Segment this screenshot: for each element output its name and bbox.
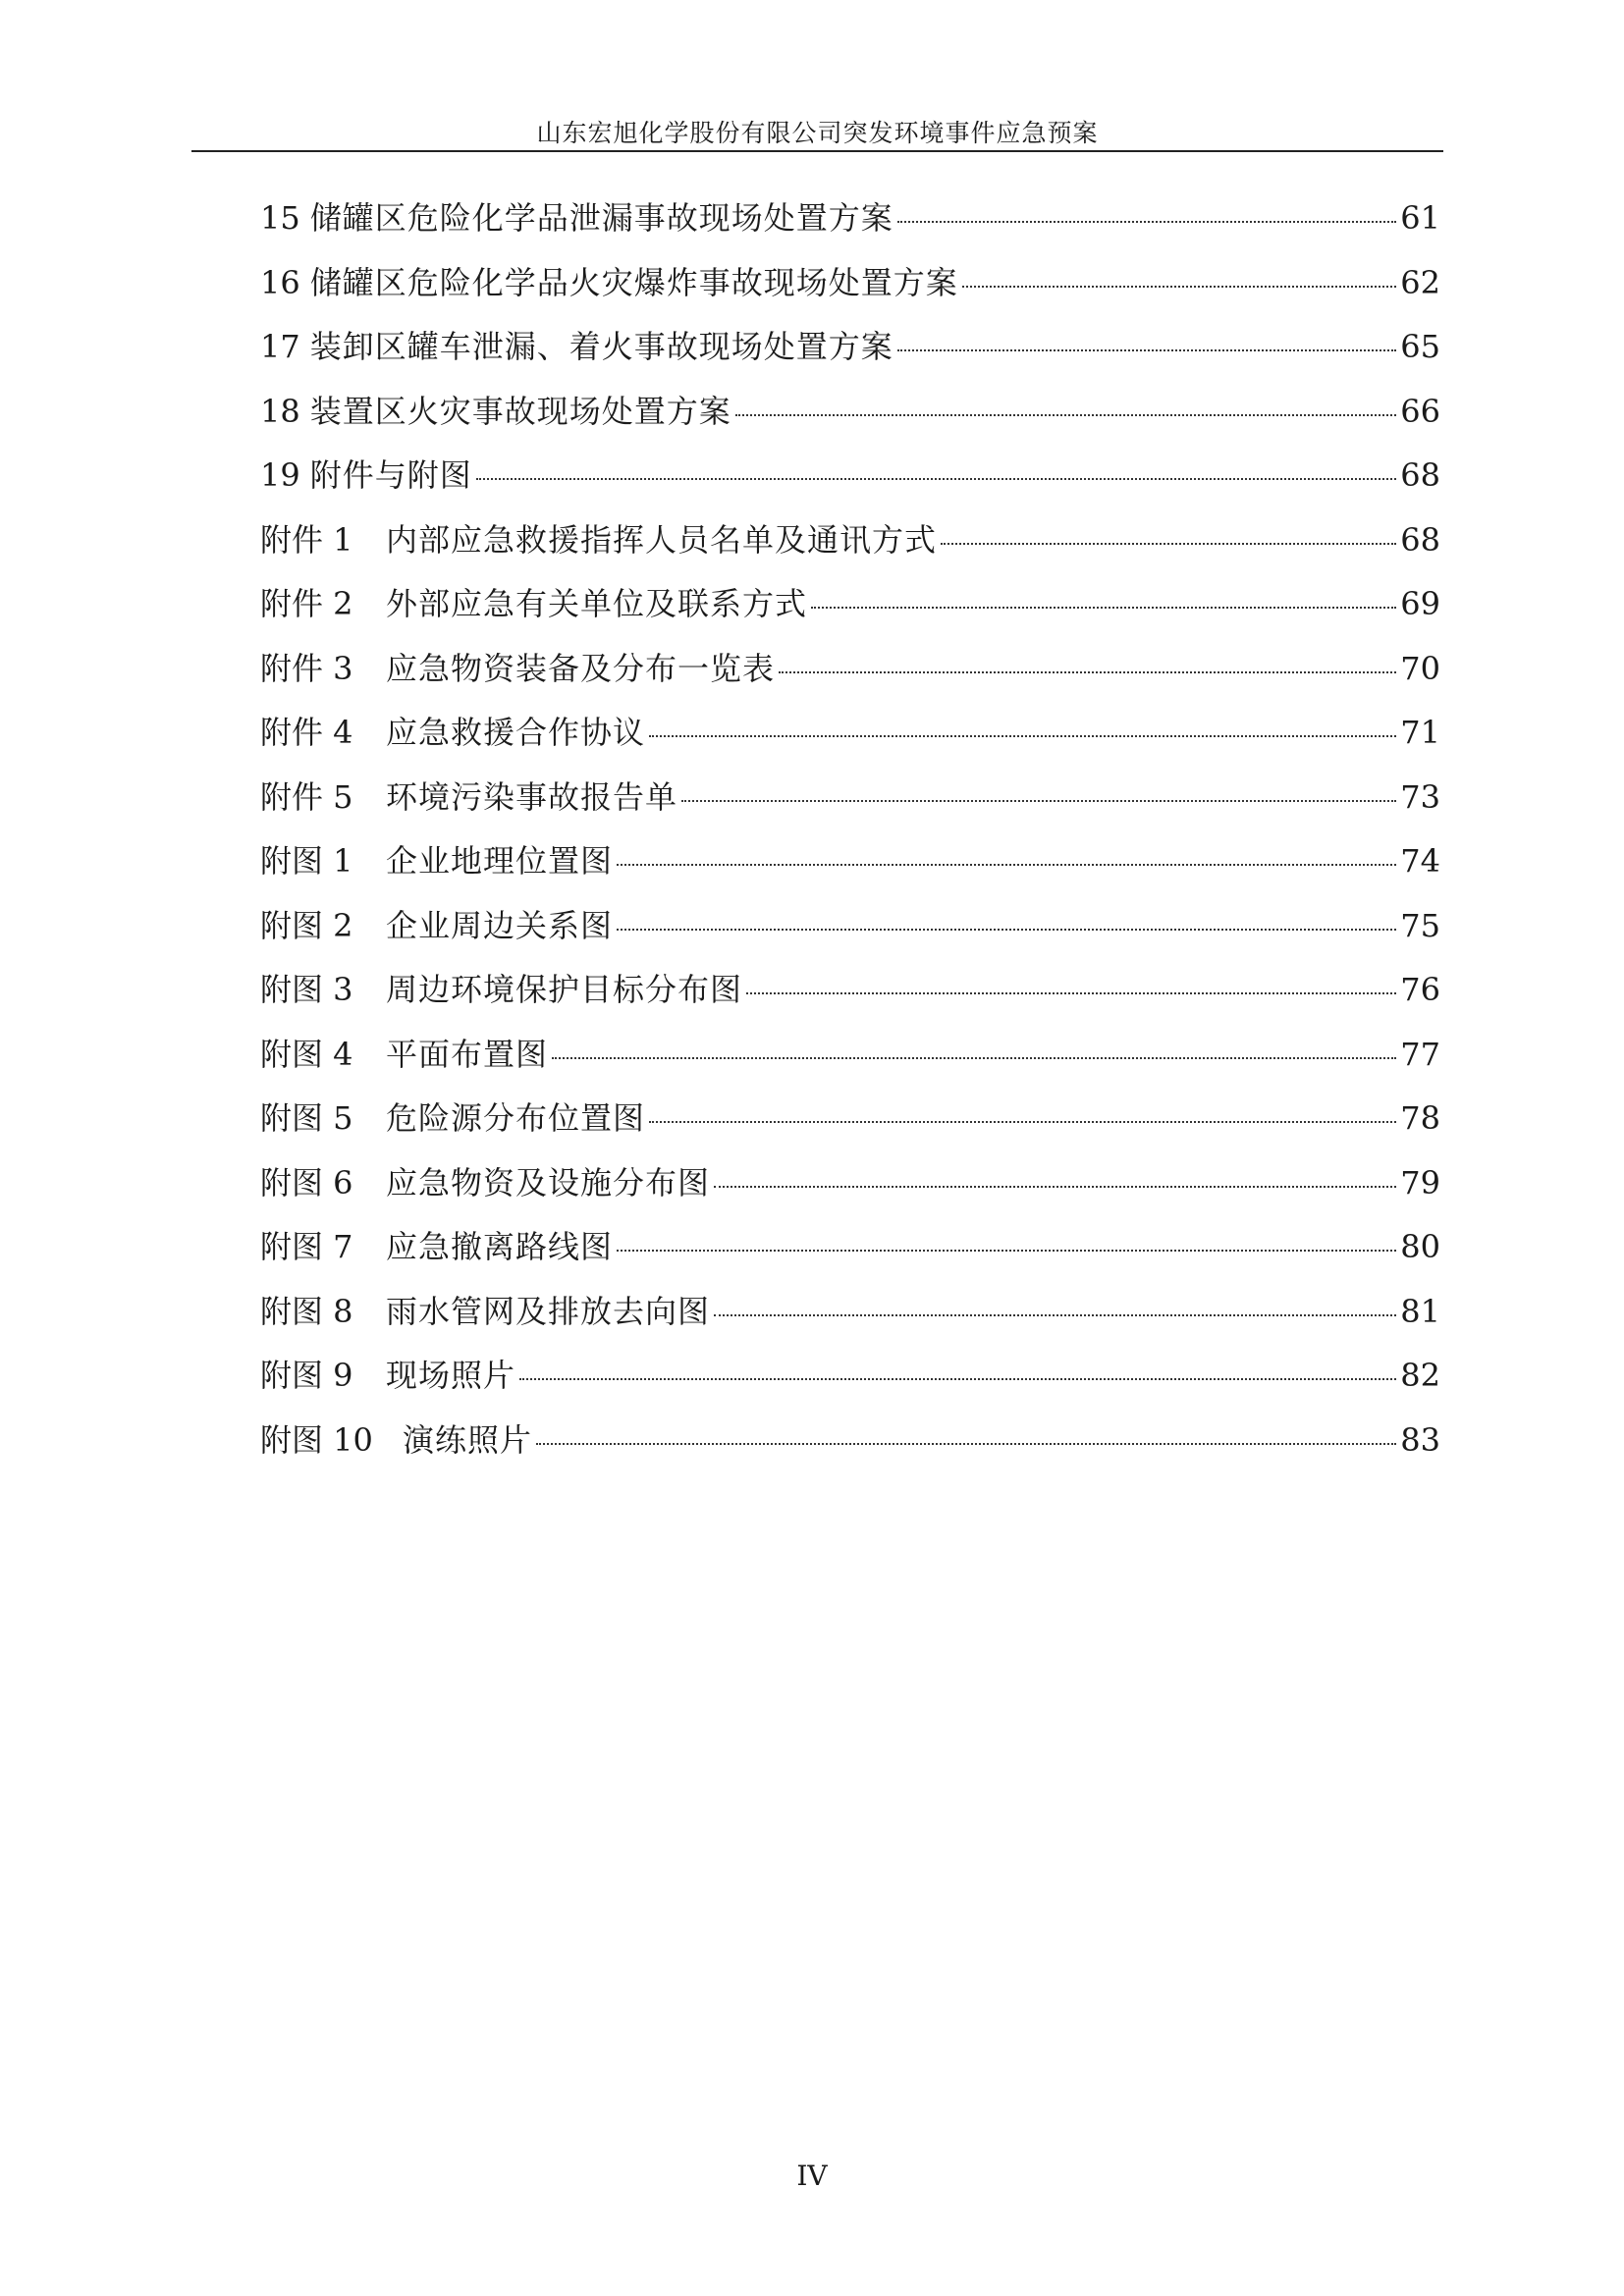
table-of-contents [260, 193, 1440, 1479]
toc-entry-number: 附图 10 [260, 1420, 373, 1459]
toc-entry[interactable] [260, 1415, 1440, 1480]
toc-entry-title: 应急物资装备及分布一览表 [386, 649, 776, 687]
toc-entry[interactable] [260, 965, 1440, 1030]
toc-entry-number: 附图 9 [260, 1357, 353, 1394]
toc-dot-leader [897, 221, 1397, 223]
toc-entry-page: 76 [1400, 971, 1440, 1008]
toc-dot-leader [519, 1378, 1396, 1380]
toc-dot-leader [897, 349, 1397, 351]
toc-entry-page: 83 [1400, 1420, 1440, 1459]
toc-entry[interactable] [260, 1158, 1440, 1223]
toc-dot-leader [552, 1057, 1396, 1059]
toc-dot-leader [714, 1314, 1396, 1316]
toc-dot-leader [746, 992, 1396, 994]
toc-entry-page: 80 [1400, 1228, 1440, 1265]
toc-dot-leader [476, 478, 1397, 480]
toc-entry[interactable] [260, 322, 1440, 387]
toc-dot-leader [649, 735, 1396, 737]
toc-dot-leader [941, 543, 1396, 545]
toc-entry-page: 82 [1400, 1357, 1440, 1394]
toc-entry[interactable] [260, 387, 1440, 452]
toc-entry-number: 16 [260, 263, 300, 301]
toc-entry-page: 68 [1400, 456, 1440, 494]
toc-entry[interactable] [260, 1030, 1440, 1095]
toc-entry-page: 78 [1400, 1099, 1440, 1137]
toc-entry-number: 附图 4 [260, 1035, 353, 1073]
toc-dot-leader [536, 1443, 1396, 1445]
toc-entry-number: 附图 8 [260, 1292, 353, 1330]
toc-entry[interactable] [260, 258, 1440, 323]
toc-entry-title: 应急撤离路线图 [386, 1228, 614, 1265]
header-divider [191, 150, 1443, 152]
toc-entry[interactable] [260, 901, 1440, 966]
toc-entry-title: 危险源分布位置图 [386, 1099, 646, 1137]
toc-entry-title: 储罐区危险化学品火灾爆炸事故现场处置方案 [309, 263, 958, 301]
toc-entry-title: 应急物资及设施分布图 [386, 1163, 711, 1201]
toc-entry-page: 81 [1400, 1292, 1440, 1330]
page-number: IV [796, 2160, 828, 2192]
toc-entry-page: 71 [1400, 714, 1440, 751]
toc-entry[interactable] [260, 773, 1440, 837]
toc-entry-number: 附件 3 [260, 649, 353, 687]
toc-entry-page: 77 [1400, 1035, 1440, 1073]
toc-entry-page: 73 [1400, 777, 1440, 816]
toc-entry-number: 附图 6 [260, 1163, 353, 1201]
toc-entry-page: 79 [1400, 1163, 1440, 1201]
toc-entry-number: 17 [260, 328, 300, 365]
toc-dot-leader [681, 800, 1396, 802]
toc-dot-leader [779, 671, 1396, 673]
toc-entry-title: 雨水管网及排放去向图 [386, 1292, 711, 1330]
toc-entry-title: 平面布置图 [386, 1035, 549, 1073]
toc-dot-leader [735, 414, 1397, 416]
toc-entry-page: 68 [1400, 520, 1440, 559]
toc-entry[interactable] [260, 1222, 1440, 1287]
toc-entry-title: 装置区火灾事故现场处置方案 [309, 392, 731, 430]
toc-entry[interactable] [260, 708, 1440, 773]
toc-dot-leader [962, 286, 1397, 288]
toc-entry-title: 现场照片 [386, 1357, 516, 1394]
toc-entry-page: 74 [1400, 842, 1440, 880]
toc-entry-title: 装卸区罐车泄漏、着火事故现场处置方案 [309, 328, 893, 365]
toc-entry-number: 附图 5 [260, 1099, 353, 1137]
toc-entry[interactable] [260, 1094, 1440, 1158]
toc-dot-leader [617, 929, 1396, 931]
toc-entry[interactable] [260, 836, 1440, 901]
toc-entry-title: 企业地理位置图 [386, 842, 614, 880]
toc-entry-number: 附图 7 [260, 1228, 353, 1265]
toc-dot-leader [714, 1186, 1396, 1188]
toc-entry-number: 附件 5 [260, 777, 353, 816]
toc-entry-number: 附图 1 [260, 842, 353, 880]
toc-dot-leader [617, 1250, 1396, 1252]
toc-entry[interactable] [260, 1351, 1440, 1415]
page-header-title: 山东宏旭化学股份有限公司突发环境事件应急预案 [536, 119, 1099, 147]
toc-entry-title: 外部应急有关单位及联系方式 [386, 585, 808, 622]
toc-entry-page: 61 [1400, 199, 1440, 237]
toc-entry[interactable] [260, 515, 1440, 580]
toc-entry-number: 附件 2 [260, 585, 353, 622]
toc-entry-number: 附图 2 [260, 906, 353, 944]
toc-entry-page: 70 [1400, 649, 1440, 687]
toc-entry-page: 75 [1400, 906, 1440, 944]
toc-entry-number: 15 [260, 199, 300, 237]
toc-entry-title: 应急救援合作协议 [386, 714, 646, 751]
toc-dot-leader [617, 864, 1396, 866]
toc-entry-title: 内部应急救援指挥人员名单及通讯方式 [386, 520, 938, 559]
toc-entry[interactable] [260, 451, 1440, 515]
toc-entry-number: 18 [260, 392, 300, 430]
toc-entry-page: 62 [1400, 263, 1440, 301]
toc-entry[interactable] [260, 193, 1440, 258]
toc-dot-leader [649, 1121, 1396, 1123]
toc-entry-page: 66 [1400, 392, 1440, 430]
toc-entry-page: 65 [1400, 328, 1440, 365]
toc-entry-title: 环境污染事故报告单 [386, 777, 678, 816]
toc-entry-title: 企业周边关系图 [386, 906, 614, 944]
toc-entry-title: 周边环境保护目标分布图 [386, 971, 743, 1008]
toc-entry[interactable] [260, 644, 1440, 709]
toc-entry-number: 附件 1 [260, 520, 353, 559]
toc-entry-number: 附件 4 [260, 714, 353, 751]
toc-entry-title: 储罐区危险化学品泄漏事故现场处置方案 [309, 199, 893, 237]
toc-entry-title: 附件与附图 [309, 456, 472, 494]
toc-dot-leader [811, 607, 1396, 609]
toc-entry[interactable] [260, 579, 1440, 644]
toc-entry-number: 附图 3 [260, 971, 353, 1008]
toc-entry[interactable] [260, 1287, 1440, 1352]
toc-entry-number: 19 [260, 456, 300, 494]
toc-entry-page: 69 [1400, 585, 1440, 622]
toc-entry-title: 演练照片 [403, 1420, 533, 1459]
